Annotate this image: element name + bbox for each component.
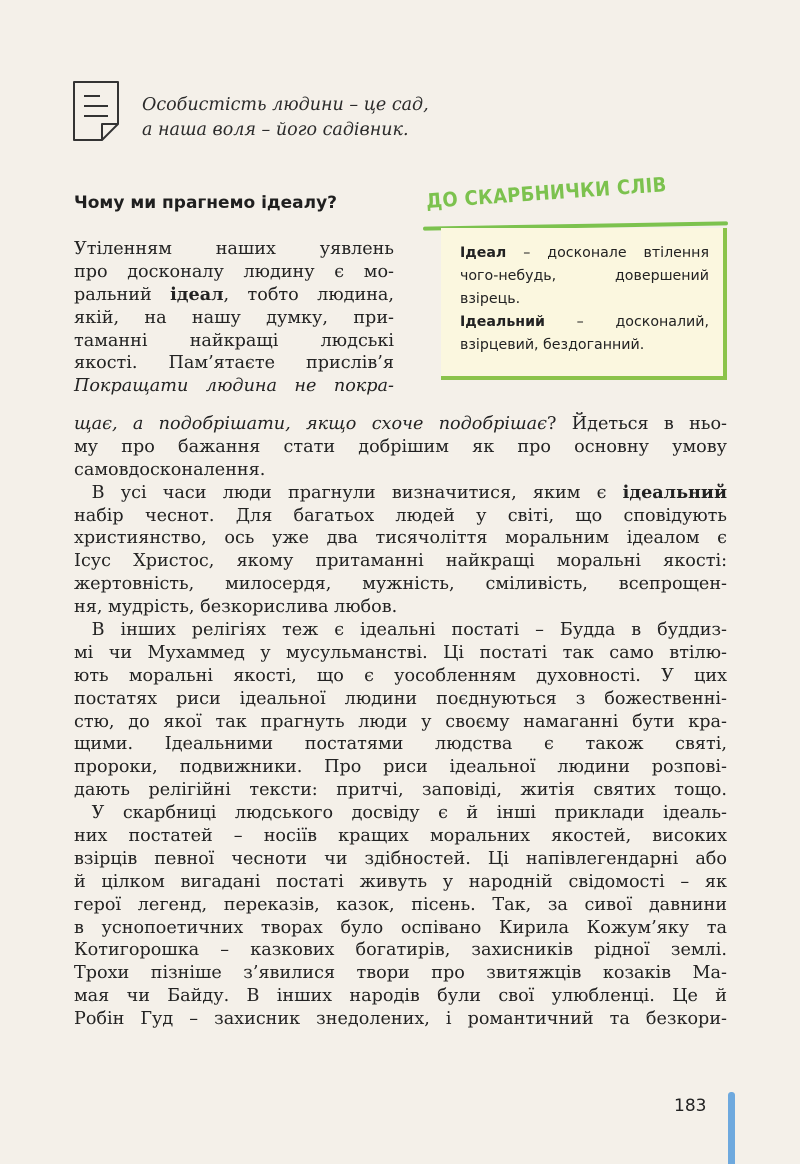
epigraph-line: Особистість людини – це сад, [142, 95, 429, 115]
text-line: ють моральні якості, що є уособленням духовності. У цих [74, 665, 727, 686]
text-line: В інших релігіях теж є ідеальні постаті – Будда в буддиз- [91, 620, 727, 641]
vocabulary-entry [460, 311, 709, 357]
vocabulary-entry [460, 242, 709, 311]
text-line: мі чи Мухаммед у мусульманстві. Ці постаті так само втілю- [74, 642, 727, 663]
text-line: мая чи Байду. В інших народів були свої улюбленці. Це й [74, 986, 727, 1007]
text-line: самовдосконалення. [74, 459, 266, 480]
text-line: взірців певної чесноти чи здібностей. Ці напівлегендарні або [74, 848, 727, 869]
vocabulary-box [441, 228, 727, 380]
text-line: про досконалу людину є мо- [74, 261, 394, 282]
text-line: герої легенд, переказів, казок, пісень. Так, за сивої давнини [74, 894, 727, 915]
text-line: Трохи пізніше з’явилися твори про звитяжців козаків Ма- [74, 963, 727, 984]
proverb: Покращати людина не покра- [74, 376, 394, 397]
text-line: жертовність, милосердя, мужність, сміливість, всепрощен- [74, 574, 727, 595]
main-body-text [74, 413, 727, 1031]
page-edge-marker [728, 1092, 735, 1164]
text-line: дають релігійні тексти: притчі, заповіді, житія святих тощо. [74, 780, 727, 801]
text-line: набір чеснот. Для багатьох людей у світі, що сповідують [74, 505, 727, 526]
vocabulary-term: Ідеал [460, 245, 507, 261]
text-line: щими. Ідеальними постатями людства є також святі, [74, 734, 727, 755]
text-line [74, 375, 394, 398]
text-line: Котигорошка – казкових богатирів, захисників рідної землі. [74, 940, 727, 961]
vocabulary-term: Ідеальний [460, 314, 545, 330]
epigraph [142, 93, 429, 143]
text-line: У скарбниці людського досвіду є й інші приклади ідеаль- [91, 803, 727, 824]
epigraph-line: а наша воля – його садівник. [142, 120, 409, 140]
keyword: ідеальний [622, 481, 727, 503]
note-icon [72, 80, 122, 142]
left-column-text [74, 238, 394, 398]
text-line: якості. Пам’ятаєте прислів’я [74, 353, 394, 374]
vocabulary-definition: – досконалий, взірцевий, бездоганний. [460, 314, 709, 353]
text-line: Утіленням наших уявлень [74, 239, 394, 259]
keyword: ідеал [170, 283, 224, 305]
text-line: щає, а подобрішати, якщо схоче подобрішає? Йдеться в ньо- [74, 414, 727, 434]
proverb: щає, а подобрішати, якщо схоче подобрішає [74, 414, 548, 434]
vocabulary-definition: – досконале втілення чого-небудь, довершений взірець. [460, 245, 709, 307]
text-line: постатях риси ідеальної людини поєднуються з божественні- [74, 688, 727, 709]
text-line: му про бажання стати добрішим як про основну умову [74, 436, 727, 457]
text-line: таманні найкращі людські [74, 330, 394, 351]
text-line: й цілком вигадані постаті живуть у народній свідомості – як [74, 871, 727, 892]
text-line: Ісус Христос, якому притаманні найкращі моральні якості: [74, 551, 727, 572]
page-number: 183 [674, 1096, 707, 1116]
text-line: стю, до якої так прагнуть люди у своєму намаганні бути кра- [74, 711, 727, 732]
section-heading: Чому ми прагнемо ідеалу? [74, 193, 338, 213]
text-line: ральний ідеал, тобто людина, [74, 283, 395, 305]
text-line: християнство, ось уже два тисячоліття моральним ідеалом є [74, 528, 727, 549]
text-line: них постатей – носіїв кращих моральних якостей, високих [74, 826, 727, 847]
text-line: Робін Гуд – захисник знедолених, і романтичний та безкори- [74, 1009, 727, 1030]
text-line: В усі часи люди прагнули визначитися, яким є ідеальний [91, 481, 727, 503]
text-line: в уснопоетичних творах було оспівано Кирила Кожум’яку та [74, 917, 727, 938]
vocabulary-title: ДО СКАРБНИЧКИ СЛІВ [425, 172, 668, 213]
text-line: пророки, подвижники. Про риси ідеальної людини розпові- [74, 757, 727, 778]
text-line: якій, на нашу думку, при- [74, 307, 394, 328]
text-line: ня, мудрість, безкорислива любов. [74, 597, 398, 618]
